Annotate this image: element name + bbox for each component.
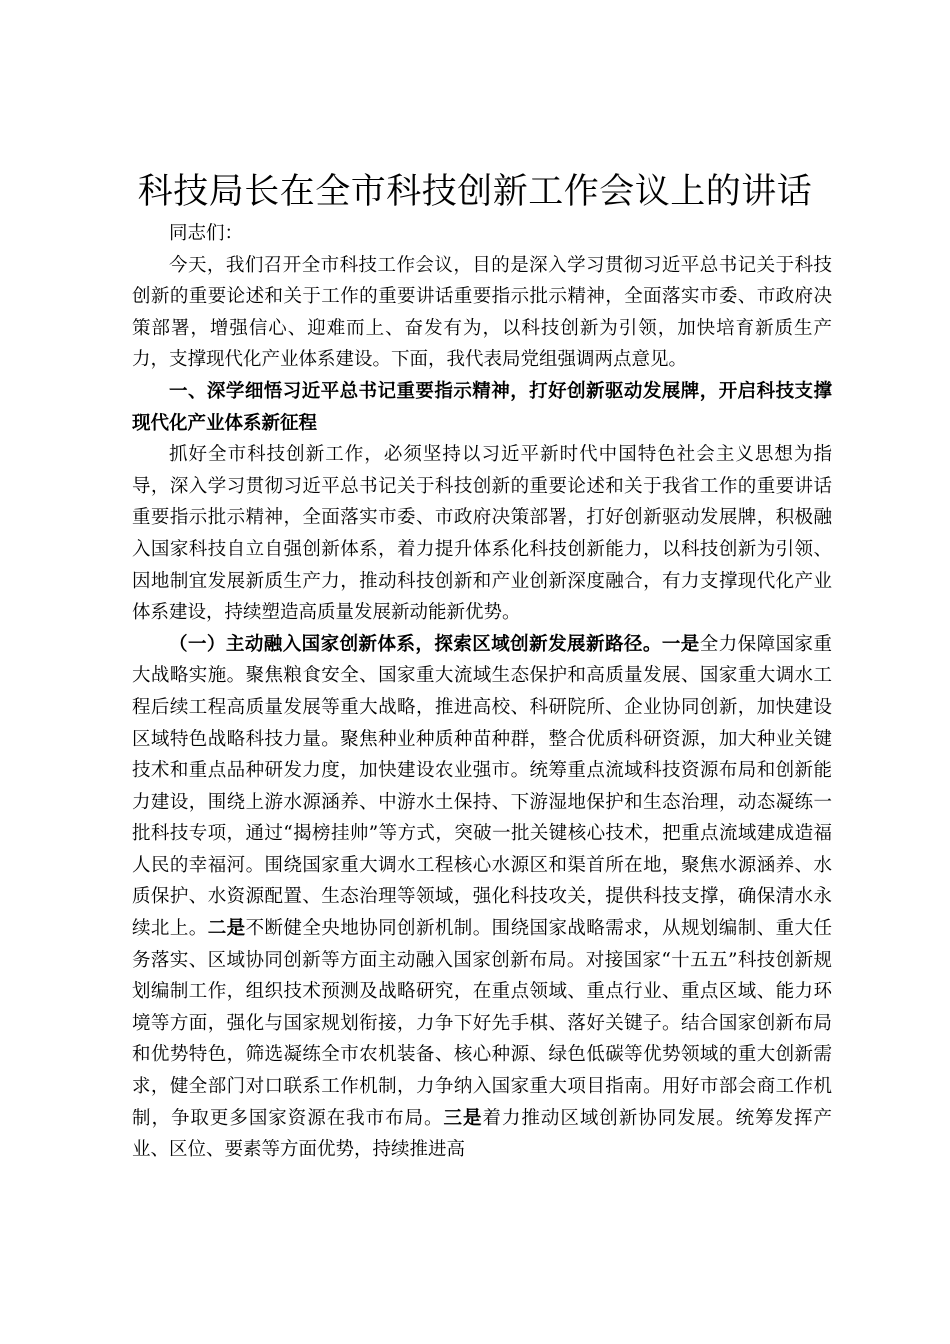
point-1-text: 全力保障国家重大战略实施。聚焦粮食安全、国家重大流域生态保护和高质量发展、国家重大调水工程后续工程高质量发展等重大战略，推进高校、科研院所、企业协同创新，加快建设区域特色战略科技力量。聚焦种业种质种苗种群，整合优质科研资源，加大种业关键技术和重点品种研发力度，加快建设农业强市。统筹重点流域科技资源布局和创新能力建设，围绕上游水源涵养、中游水土保持、下游湿地保护和生态治理，动态凝练一批科技专项，通过“揭榜挂帅”等方式，突破一批关键核心技术，把重点流域建成造福人民的幸福河。围绕国家重大调水工程核心水源区和渠首所在地，聚焦水源涵养、水质保护、水资源配置、生态治理等领域，强化科技攻关，提供科技支撑，确保清水永续北上。 (132, 633, 832, 940)
subsection-1-heading: （一）主动融入国家创新体系，探索区域创新发展新路径。 (169, 633, 662, 655)
document-body (132, 218, 832, 1166)
point-3-text: 着力推动区域创新协同发展。统筹发挥产业、区位、要素等方面优势，持续推进高 (132, 1107, 832, 1161)
intro-paragraph: 今天，我们召开全市科技工作会议，目的是深入学习贯彻习近平总书记关于科技创新的重要论述和关于工作的重要讲话重要指示批示精神，全面落实市委、市政府决策部署，增强信心、迎难而上、奋发有为，以科技创新为引领，加快培育新质生产力，支撑现代化产业体系建设。下面，我代表局党组强调两点意见。 (132, 254, 832, 371)
subsection-1-paragraph (132, 629, 832, 1166)
section-1-heading: 一、深学细悟习近平总书记重要指示精神，打好创新驱动发展牌，开启科技支撑现代化产业体系新征程 (132, 380, 832, 434)
point-2-label: 二是 (207, 918, 246, 940)
section-1-paragraph: 抓好全市科技创新工作，必须坚持以习近平新时代中国特色社会主义思想为指导，深入学习贯彻习近平总书记关于科技创新的重要论述和关于我省工作的重要讲话重要指示批示精神，全面落实市委、市政府决策部署，打好创新驱动发展牌，积极融入国家科技自立自强创新体系，着力提升体系化科技创新能力，以科技创新为引领、因地制宜发展新质生产力，推动科技创新和产业创新深度融合，有力支撑现代化产业体系建设，持续塑造高质量发展新动能新优势。 (132, 444, 832, 624)
point-3-label: 三是 (443, 1107, 483, 1129)
salutation: 同志们： (169, 223, 244, 244)
document-title: 科技局长在全市科技创新工作会议上的讲话 (137, 172, 813, 212)
point-2-text: 不断健全央地协同创新机制。围绕国家战略需求，从规划编制、重大任务落实、区域协同创新等方面主动融入国家创新布局。对接国家“十五五”科技创新规划编制工作，组织技术预测及战略研究，在重点领域、重点行业、重点区域、能力环境等方面，强化与国家规划衔接，力争下好先手棋、落好关键子。结合国家创新布局和优势特色，筛选凝练全市农机装备、核心种源、绿色低碳等优势领域的重大创新需求，健全部门对口联系工作机制，力争纳入国家重大项目指南。用好市部会商工作机制，争取更多国家资源在我市布局。 (132, 918, 832, 1129)
point-1-label: 一是 (661, 633, 700, 655)
